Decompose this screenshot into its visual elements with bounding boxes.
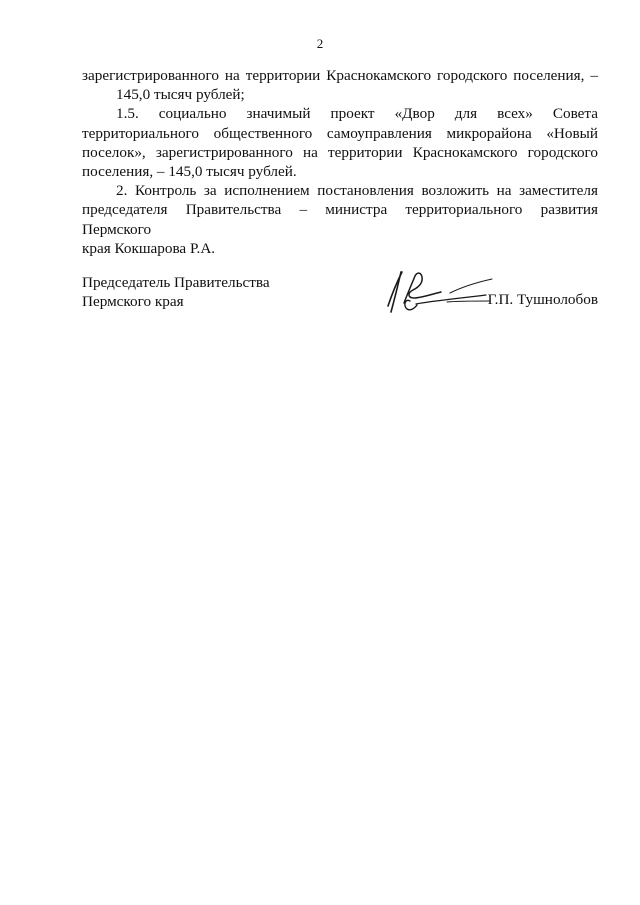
item-1-5-paragraph [82, 104, 598, 181]
document-body [82, 66, 598, 258]
signer-title-line-2: Пермского края [82, 293, 184, 310]
item-1-5-line-4: поселения, – 145,0 тысяч рублей. [82, 163, 297, 181]
continuation-paragraph [82, 66, 598, 104]
page-number: 2 [316, 36, 324, 51]
signer-name: Г.П. Тушнолобов [487, 291, 598, 308]
signer-title [82, 273, 270, 311]
item-1-5-line-2: территориального общественного самоуправления микрорайона «Новый [82, 124, 598, 142]
item-1-5-line-3: поселок», зарегистрированного на территории Краснокамского городского [82, 143, 598, 161]
signer-title-line-1: Председатель Правительства [82, 274, 270, 291]
signature-block [82, 270, 598, 318]
continuation-line-1: зарегистрированного на территории Краснокамского городского поселения, – [82, 67, 598, 84]
item-2-line-3: края Кокшарова Р.А. [82, 239, 216, 257]
item-2-paragraph [82, 181, 598, 258]
item-2-line-2: председателя Правительства – министра территориального развития Пермского [82, 201, 598, 238]
item-2-line-1: 2. Контроль за исполнением постановления возложить на заместителя [116, 182, 598, 200]
item-1-5-line-1: 1.5. социально значимый проект «Двор для всех» Совета [116, 105, 598, 123]
continuation-line-2: 145,0 тысяч рублей; [116, 86, 245, 104]
handwritten-signature [374, 270, 494, 320]
